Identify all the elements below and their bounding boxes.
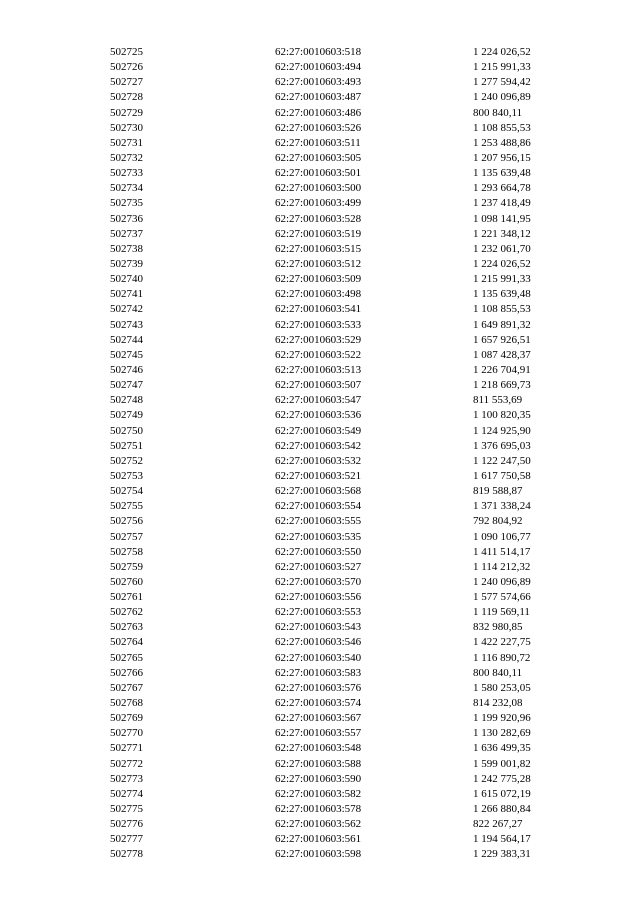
cadastral-number-cell: 62:27:0010603:533 [275,318,362,331]
row-number-cell: 502753 [110,469,143,482]
cadastral-value-cell: 1 293 664,78 [473,182,531,195]
cadastral-number-cell: 62:27:0010603:557 [275,727,362,740]
cadastral-value-cell: 1 232 061,70 [473,242,531,255]
cadastral-value-cell: 1 599 001,82 [473,757,531,770]
cadastral-number-cell: 62:27:0010603:487 [275,91,362,104]
row-number-cell: 502745 [110,348,143,361]
cadastral-number-cell: 62:27:0010603:512 [275,257,362,270]
cadastral-value-cell: 1 636 499,35 [473,742,531,755]
cadastral-number-cell: 62:27:0010603:550 [275,545,362,558]
cadastral-value-cell: 1 237 418,49 [473,197,531,210]
table-row [110,106,540,121]
cadastral-number-cell: 62:27:0010603:590 [275,772,362,785]
table-row [110,484,540,499]
table-row [110,514,540,529]
table-row [110,560,540,575]
table-row [110,832,540,847]
table-row [110,817,540,832]
cadastral-number-cell: 62:27:0010603:513 [275,363,362,376]
row-number-cell: 502751 [110,439,143,452]
table-row [110,75,540,90]
cadastral-number-cell: 62:27:0010603:549 [275,424,362,437]
row-number-cell: 502727 [110,76,143,89]
cadastral-number-cell: 62:27:0010603:578 [275,803,362,816]
row-number-cell: 502742 [110,303,143,316]
row-number-cell: 502749 [110,409,143,422]
table-row [110,378,540,393]
table-row [110,726,540,741]
row-number-cell: 502775 [110,803,143,816]
cadastral-number-cell: 62:27:0010603:547 [275,394,362,407]
row-number-cell: 502743 [110,318,143,331]
cadastral-number-cell: 62:27:0010603:494 [275,61,362,74]
cadastral-value-cell: 1 215 991,33 [473,273,531,286]
cadastral-value-cell: 1 100 820,35 [473,409,531,422]
cadastral-value-cell: 1 207 956,15 [473,151,531,164]
row-number-cell: 502725 [110,46,143,58]
cadastral-value-cell: 1 135 639,48 [473,288,531,301]
row-number-cell: 502752 [110,454,143,467]
cadastral-value-cell: 1 098 141,95 [473,212,531,225]
row-number-cell: 502771 [110,742,143,755]
cadastral-value-cell: 1 119 569,11 [473,606,530,619]
cadastral-value-cell: 1 376 695,03 [473,439,531,452]
cadastral-number-cell: 62:27:0010603:576 [275,681,362,694]
table-row [110,227,540,242]
row-number-cell: 502763 [110,621,143,634]
cadastral-value-cell: 1 108 855,53 [473,303,531,316]
row-number-cell: 502764 [110,636,143,649]
row-number-cell: 502767 [110,681,143,694]
cadastral-value-cell: 1 215 991,33 [473,61,531,74]
cadastral-value-cell: 814 232,08 [473,697,523,710]
row-number-cell: 502768 [110,697,143,710]
table-row [110,151,540,166]
table-row [110,620,540,635]
table-row [110,121,540,136]
row-number-cell: 502772 [110,757,143,770]
cadastral-number-cell: 62:27:0010603:519 [275,227,362,240]
cadastral-number-cell: 62:27:0010603:543 [275,621,362,634]
cadastral-number-cell: 62:27:0010603:570 [275,575,362,588]
cadastral-number-cell: 62:27:0010603:536 [275,409,362,422]
cadastral-value-cell: 832 980,85 [473,621,523,634]
cadastral-number-cell: 62:27:0010603:526 [275,121,362,134]
cadastral-number-cell: 62:27:0010603:528 [275,212,362,225]
cadastral-number-cell: 62:27:0010603:553 [275,606,362,619]
cadastral-number-cell: 62:27:0010603:535 [275,530,362,543]
row-number-cell: 502737 [110,227,143,240]
cadastral-value-cell: 1 649 891,32 [473,318,531,331]
row-number-cell: 502733 [110,167,143,180]
cadastral-value-cell: 1 221 348,12 [473,227,531,240]
cadastral-number-cell: 62:27:0010603:540 [275,651,362,664]
row-number-cell: 502765 [110,651,143,664]
cadastral-value-cell: 822 267,27 [473,818,523,831]
cadastral-number-cell: 62:27:0010603:511 [275,136,361,149]
cadastral-value-cell: 1 411 514,17 [473,545,531,558]
cadastral-value-cell: 1 266 880,84 [473,803,531,816]
table-row [110,318,540,333]
cadastral-value-cell: 1 617 750,58 [473,469,531,482]
cadastral-value-cell: 1 277 594,42 [473,76,531,89]
row-number-cell: 502748 [110,394,143,407]
table-row [110,439,540,454]
cadastral-number-cell: 62:27:0010603:598 [275,848,362,861]
table-row [110,302,540,317]
cadastral-value-cell: 1 199 920,96 [473,712,531,725]
table-row [110,802,540,817]
cadastral-number-cell: 62:27:0010603:548 [275,742,362,755]
row-number-cell: 502757 [110,530,143,543]
table-row [110,348,540,363]
table-row [110,757,540,772]
cadastral-number-cell: 62:27:0010603:498 [275,288,362,301]
cadastral-value-cell: 1 371 338,24 [473,500,531,513]
table-row [110,575,540,590]
row-number-cell: 502740 [110,273,143,286]
cadastral-value-cell: 1 580 253,05 [473,681,531,694]
row-number-cell: 502744 [110,333,143,346]
cadastral-number-cell: 62:27:0010603:568 [275,485,362,498]
table-row [110,530,540,545]
cadastral-number-cell: 62:27:0010603:505 [275,151,362,164]
cadastral-number-cell: 62:27:0010603:554 [275,500,362,513]
row-number-cell: 502747 [110,379,143,392]
table-row [110,711,540,726]
row-number-cell: 502774 [110,787,143,800]
cadastral-number-cell: 62:27:0010603:507 [275,379,362,392]
cadastral-value-cell: 1 108 855,53 [473,121,531,134]
cadastral-number-cell: 62:27:0010603:561 [275,833,362,846]
row-number-cell: 502758 [110,545,143,558]
row-number-cell: 502756 [110,515,143,528]
cadastral-value-cell: 1 657 926,51 [473,333,531,346]
cadastral-number-cell: 62:27:0010603:582 [275,787,362,800]
table-row [110,772,540,787]
cadastral-number-cell: 62:27:0010603:522 [275,348,362,361]
table-row [110,166,540,181]
row-number-cell: 502761 [110,591,143,604]
table-row [110,696,540,711]
row-number-cell: 502769 [110,712,143,725]
table-row [110,60,540,75]
cadastral-number-cell: 62:27:0010603:509 [275,273,362,286]
cadastral-number-cell: 62:27:0010603:541 [275,303,362,316]
row-number-cell: 502735 [110,197,143,210]
row-number-cell: 502773 [110,772,143,785]
row-number-cell: 502739 [110,257,143,270]
row-number-cell: 502754 [110,485,143,498]
cadastral-value-cell: 1 224 026,52 [473,257,531,270]
table-row [110,847,540,862]
table-row [110,666,540,681]
table-row [110,408,540,423]
table-row [110,257,540,272]
cadastral-number-cell: 62:27:0010603:574 [275,697,362,710]
row-number-cell: 502762 [110,606,143,619]
cadastral-value-cell: 792 804,92 [473,515,523,528]
table-row [110,242,540,257]
table-row [110,469,540,484]
table-row [110,212,540,227]
cadastral-value-cell: 1 194 564,17 [473,833,531,846]
cadastral-number-cell: 62:27:0010603:501 [275,167,362,180]
table-row [110,681,540,696]
cadastral-value-cell: 1 116 890,72 [473,651,531,664]
cadastral-value-cell: 1 422 227,75 [473,636,531,649]
cadastral-number-cell: 62:27:0010603:562 [275,818,362,831]
row-number-cell: 502766 [110,666,143,679]
cadastral-value-cell: 1 218 669,73 [473,379,531,392]
cadastral-value-cell: 811 553,69 [473,394,523,407]
cadastral-number-cell: 62:27:0010603:555 [275,515,362,528]
cadastral-number-cell: 62:27:0010603:532 [275,454,362,467]
row-number-cell: 502746 [110,363,143,376]
table-row [110,333,540,348]
row-number-cell: 502776 [110,818,143,831]
cadastral-number-cell: 62:27:0010603:499 [275,197,362,210]
cadastral-value-cell: 1 124 925,90 [473,424,531,437]
table-row [110,741,540,756]
cadastral-number-cell: 62:27:0010603:500 [275,182,362,195]
cadastral-value-cell: 1 135 639,48 [473,167,531,180]
row-number-cell: 502759 [110,560,143,573]
cadastral-value-cell: 1 615 072,19 [473,787,531,800]
cadastral-number-cell: 62:27:0010603:546 [275,636,362,649]
table-row [110,499,540,514]
cadastral-number-cell: 62:27:0010603:486 [275,106,362,119]
row-number-cell: 502730 [110,121,143,134]
row-number-cell: 502755 [110,500,143,513]
row-number-cell: 502777 [110,833,143,846]
table-row [110,590,540,605]
row-number-cell: 502738 [110,242,143,255]
row-number-cell: 502731 [110,136,143,149]
cadastral-value-cell: 800 840,11 [473,666,523,679]
cadastral-number-cell: 62:27:0010603:493 [275,76,362,89]
cadastral-value-cell: 1 090 106,77 [473,530,531,543]
table-row [110,424,540,439]
cadastral-value-cell: 1 224 026,52 [473,46,531,58]
cadastral-number-cell: 62:27:0010603:567 [275,712,362,725]
cadastral-value-cell: 1 130 282,69 [473,727,531,740]
cadastral-value-cell: 1 240 096,89 [473,575,531,588]
row-number-cell: 502770 [110,727,143,740]
cadastral-number-cell: 62:27:0010603:518 [275,46,362,58]
cadastral-value-cell: 1 242 775,28 [473,772,531,785]
row-number-cell: 502760 [110,575,143,588]
table-row [110,545,540,560]
cadastral-value-cell: 1 122 247,50 [473,454,531,467]
cadastral-number-cell: 62:27:0010603:529 [275,333,362,346]
table-row [110,635,540,650]
cadastral-number-cell: 62:27:0010603:542 [275,439,362,452]
table-row [110,454,540,469]
row-number-cell: 502750 [110,424,143,437]
row-number-cell: 502778 [110,848,143,861]
row-number-cell: 502734 [110,182,143,195]
cadastral-number-cell: 62:27:0010603:527 [275,560,362,573]
cadastral-value-cell: 819 588,87 [473,485,523,498]
table-row [110,363,540,378]
table-row [110,787,540,802]
table-row [110,196,540,211]
cadastral-value-table [110,45,540,863]
cadastral-value-cell: 1 253 488,86 [473,136,531,149]
cadastral-number-cell: 62:27:0010603:588 [275,757,362,770]
table-row [110,393,540,408]
cadastral-value-cell: 1 577 574,66 [473,591,531,604]
row-number-cell: 502736 [110,212,143,225]
cadastral-number-cell: 62:27:0010603:583 [275,666,362,679]
cadastral-value-cell: 800 840,11 [473,106,523,119]
cadastral-value-cell: 1 229 383,31 [473,848,531,861]
table-row [110,136,540,151]
row-number-cell: 502726 [110,61,143,74]
cadastral-value-cell: 1 226 704,91 [473,363,531,376]
table-row [110,605,540,620]
cadastral-number-cell: 62:27:0010603:556 [275,591,362,604]
table-row [110,287,540,302]
cadastral-value-cell: 1 087 428,37 [473,348,531,361]
table-row [110,90,540,105]
row-number-cell: 502728 [110,91,143,104]
cadastral-number-cell: 62:27:0010603:515 [275,242,362,255]
table-row [110,651,540,666]
row-number-cell: 502732 [110,151,143,164]
cadastral-value-cell: 1 114 212,32 [473,560,531,573]
table-row [110,272,540,287]
row-number-cell: 502729 [110,106,143,119]
table-row [110,45,540,60]
cadastral-value-cell: 1 240 096,89 [473,91,531,104]
row-number-cell: 502741 [110,288,143,301]
table-row [110,181,540,196]
cadastral-number-cell: 62:27:0010603:521 [275,469,362,482]
